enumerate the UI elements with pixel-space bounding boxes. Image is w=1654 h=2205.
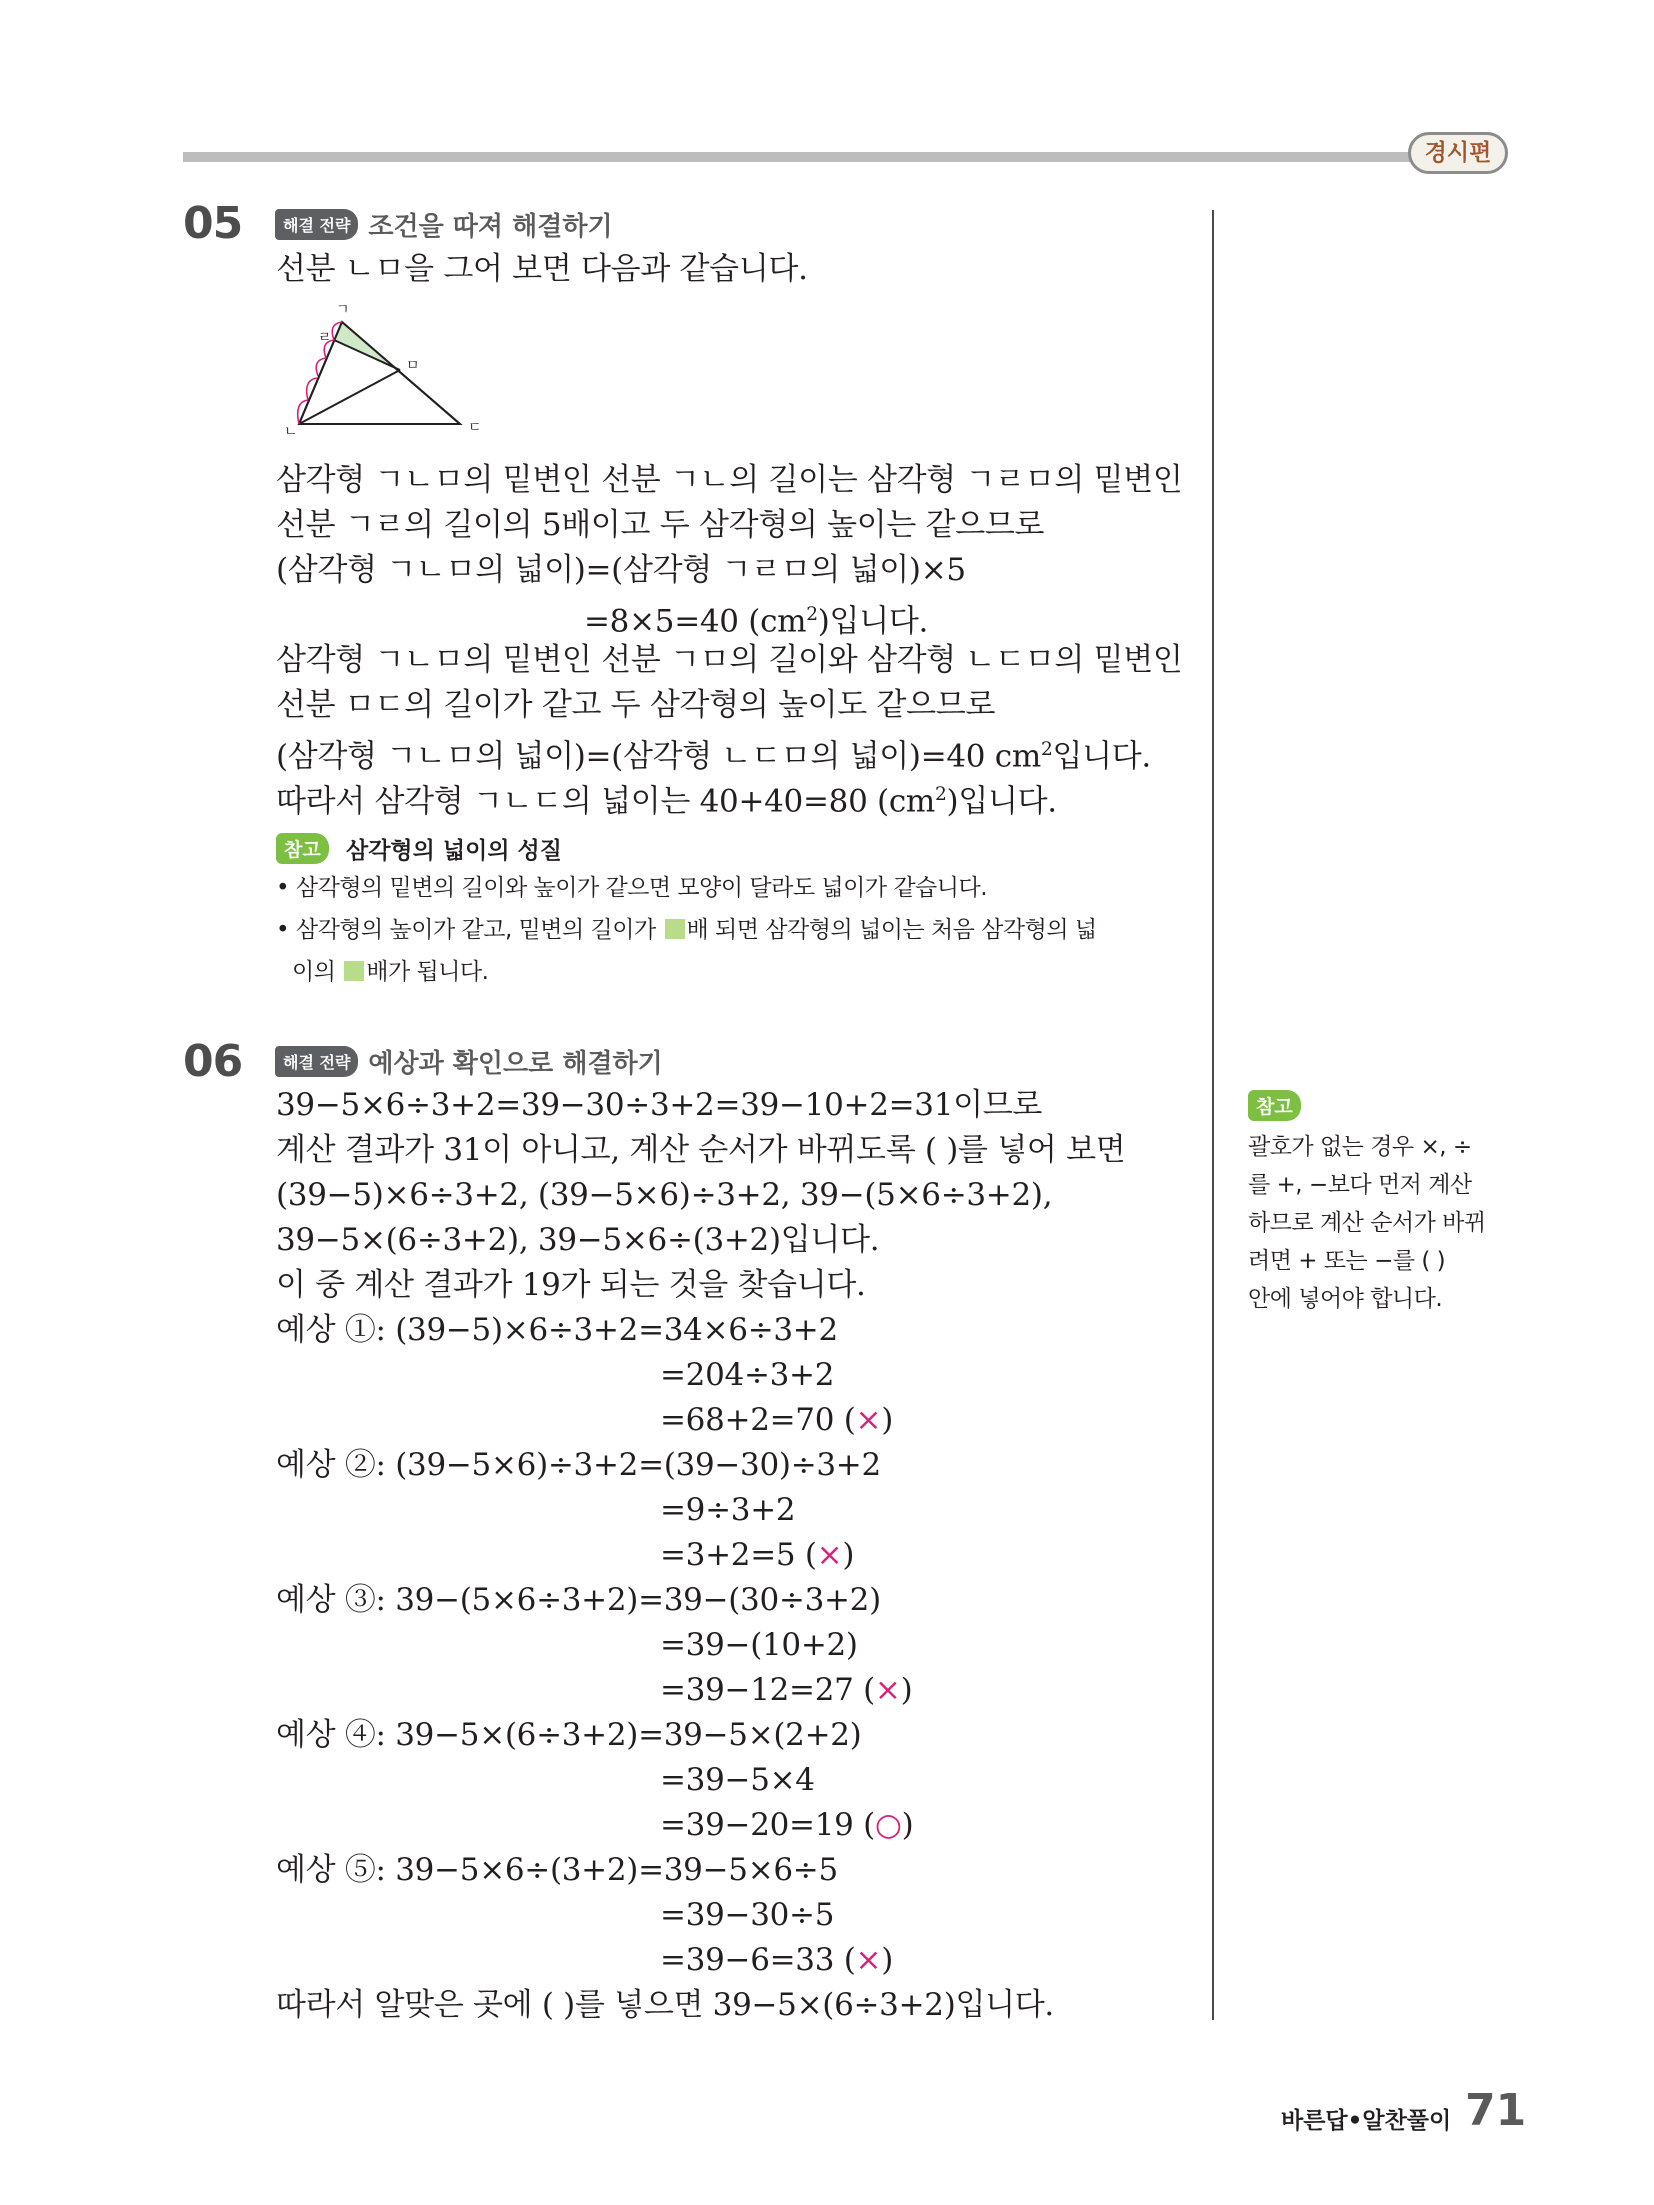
p06-line-1: 39−5×6÷3+2=39−30÷3+2=39−10+2=31이므로 xyxy=(276,1087,1043,1123)
strategy-title: 예상과 확인으로 해결하기 xyxy=(368,1048,663,1079)
ref-title: 삼각형의 넓이의 성질 xyxy=(346,838,562,864)
guess-1-result: =68+2=70 (×) xyxy=(660,1402,893,1438)
label-nieun: ㄴ xyxy=(284,424,298,440)
problem-number-05: 05 xyxy=(183,198,243,249)
side-line-3: 하므로 계산 순서가 바뀌 xyxy=(1248,1210,1486,1236)
guess-4-result: =39−20=19 (○) xyxy=(660,1807,914,1843)
guess-3-result: =39−12=27 (×) xyxy=(660,1672,913,1708)
label-digeut: ㄷ xyxy=(468,420,482,436)
guess-2-step: =9÷3+2 xyxy=(660,1492,796,1528)
wrong-mark: × xyxy=(816,1537,843,1573)
side-ref-badge: 참고 xyxy=(1248,1090,1301,1121)
ref-line-3: 이의 배가 됩니다. xyxy=(292,959,489,985)
p05-line-3: (삼각형 ㄱㄴㅁ의 넓이)=(삼각형 ㄱㄹㅁ의 넓이)×5 xyxy=(276,552,966,588)
p05-line-7: (삼각형 ㄱㄴㅁ의 넓이)=(삼각형 ㄴㄷㅁ의 넓이)=40 $cm^2$입니다. xyxy=(276,738,1151,775)
p05-line-4: =8×5=40 $(cm^2)$입니다. xyxy=(584,603,929,640)
guess-3-head: 예상 ③: 39−(5×6÷3+2)=39−(30÷3+2) xyxy=(276,1582,881,1618)
guess-5-step: =39−30÷5 xyxy=(660,1897,835,1933)
guess-5-result: =39−6=33 (×) xyxy=(660,1942,893,1978)
guess-1-head: 예상 ①: (39−5)×6÷3+2=34×6÷3+2 xyxy=(276,1312,838,1348)
guess-1-step: =204÷3+2 xyxy=(660,1357,835,1393)
blank-square xyxy=(665,919,685,939)
guess-4-step: =39−5×4 xyxy=(660,1762,815,1798)
blank-square xyxy=(344,961,364,981)
side-line-2: 를 +, −보다 먼저 계산 xyxy=(1248,1172,1472,1198)
column-divider xyxy=(1212,210,1214,2020)
strategy-05 xyxy=(275,207,613,241)
section-tab: 경시편 xyxy=(1408,132,1508,174)
p06-line-4: 39−5×(6÷3+2), 39−5×6÷(3+2)입니다. xyxy=(276,1222,880,1258)
page-number: 71 xyxy=(1465,2085,1527,2136)
p06-conclusion: 따라서 알맞은 곳에 ( )를 넣으면 39−5×(6÷3+2)입니다. xyxy=(276,1987,1054,2023)
side-line-4: 려면 + 또는 −를 ( ) xyxy=(1248,1248,1446,1274)
problem-number-06: 06 xyxy=(183,1036,243,1087)
p05-line-5: 삼각형 ㄱㄴㅁ의 밑변인 선분 ㄱㅁ의 길이와 삼각형 ㄴㄷㅁ의 밑변인 xyxy=(276,642,1183,678)
strategy-badge: 해결 전략 xyxy=(275,1046,358,1077)
ref-badge: 참고 xyxy=(276,833,329,864)
p05-line-8: 따라서 삼각형 ㄱㄴㄷ의 넓이는 40+40=80 $(cm^2)$입니다. xyxy=(276,783,1057,820)
wrong-mark: × xyxy=(855,1942,882,1978)
guess-2-result: =3+2=5 (×) xyxy=(660,1537,855,1573)
header-rule xyxy=(183,152,1433,162)
p06-line-2: 계산 결과가 31이 아니고, 계산 순서가 바뀌도록 ( )를 넣어 보면 xyxy=(276,1132,1126,1168)
p05-line-6: 선분 ㅁㄷ의 길이가 같고 두 삼각형의 높이도 같으므로 xyxy=(276,687,996,723)
ref-line-1: • 삼각형의 밑변의 길이와 높이가 같으면 모양이 달라도 넓이가 같습니다. xyxy=(276,875,987,901)
label-mieum: ㅁ xyxy=(406,358,420,374)
strategy-badge: 해결 전략 xyxy=(275,209,358,240)
guess-2-head: 예상 ②: (39−5×6)÷3+2=(39−30)÷3+2 xyxy=(276,1447,881,1483)
side-line-1: 괄호가 없는 경우 ×, ÷ xyxy=(1248,1134,1472,1160)
guess-3-step: =39−(10+2) xyxy=(660,1627,858,1663)
intro-text: 선분 ㄴㅁ을 그어 보면 다음과 같습니다. xyxy=(276,251,808,287)
strategy-06 xyxy=(275,1044,663,1078)
wrong-mark: × xyxy=(855,1402,882,1438)
correct-mark: ○ xyxy=(874,1807,902,1843)
wrong-mark: × xyxy=(874,1672,901,1708)
label-rieul: ㄹ xyxy=(318,330,332,346)
p06-line-5: 이 중 계산 결과가 19가 되는 것을 찾습니다. xyxy=(276,1267,866,1303)
guess-4-head: 예상 ④: 39−5×(6÷3+2)=39−5×(2+2) xyxy=(276,1717,862,1753)
p05-line-2: 선분 ㄱㄹ의 길이의 5배이고 두 삼각형의 높이는 같으므로 xyxy=(276,507,1045,543)
p06-line-3: (39−5)×6÷3+2, (39−5×6)÷3+2, 39−(5×6÷3+2), xyxy=(276,1177,1053,1213)
p05-line-1: 삼각형 ㄱㄴㅁ의 밑변인 선분 ㄱㄴ의 길이는 삼각형 ㄱㄹㅁ의 밑변인 xyxy=(276,462,1183,498)
side-line-5: 안에 넣어야 합니다. xyxy=(1248,1286,1443,1312)
strategy-title: 조건을 따져 해결하기 xyxy=(368,211,613,242)
ref-line-2: • 삼각형의 높이가 같고, 밑변의 길이가 배 되면 삼각형의 넓이는 처음 삼각형의 넓 xyxy=(276,917,1097,943)
label-giyeok: ㄱ xyxy=(336,302,350,318)
triangle-diagram xyxy=(278,300,498,440)
footer-label: 바른답•알찬풀이 xyxy=(1281,2108,1452,2134)
guess-5-head: 예상 ⑤: 39−5×6÷(3+2)=39−5×6÷5 xyxy=(276,1852,838,1888)
